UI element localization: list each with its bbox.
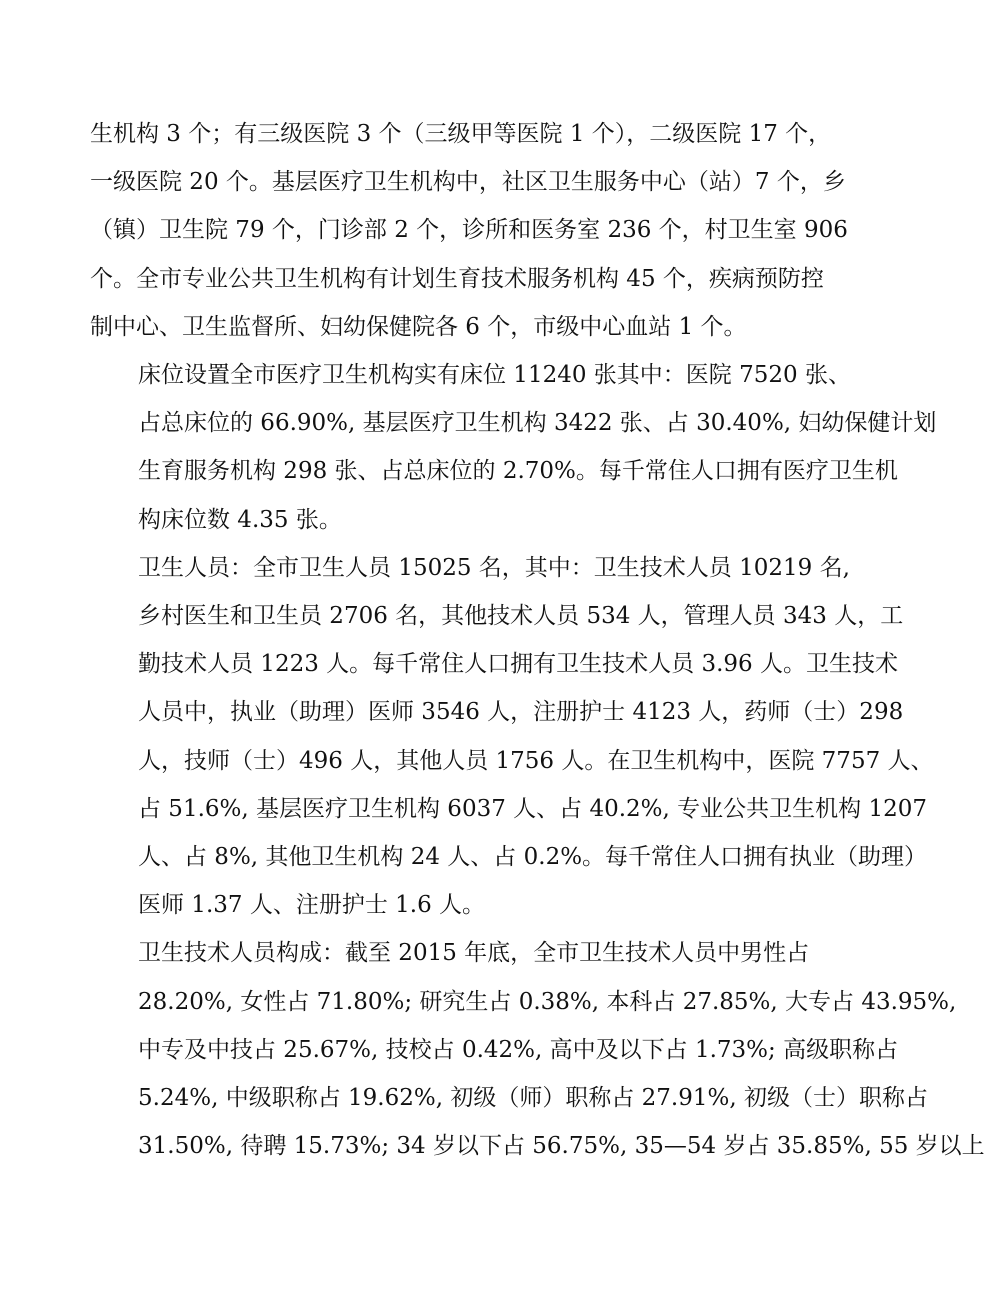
text-line: 乡村医生和卫生员 2706 名，其他技术人员 534 人，管理人员 343 人，工 bbox=[138, 603, 904, 630]
text-line: 中专及中技占 25.67%, 技校占 0.42%, 高中及以下占 1.73%; 高级职称占 bbox=[138, 1036, 899, 1063]
text-line: 医师 1.37 人、注册护士 1.6 人。 bbox=[138, 892, 486, 919]
text-line: 床位设置全市医疗卫生机构实有床位 11240 张其中：医院 7520 张、 bbox=[138, 362, 851, 389]
text-line: 一级医院 20 个。基层医疗卫生机构中，社区卫生服务中心（站）7 个，乡 bbox=[90, 169, 846, 196]
paragraph-institutions bbox=[90, 110, 848, 351]
paragraph-composition bbox=[90, 929, 985, 1170]
text-line: 勤技术人员 1223 人。每千常住人口拥有卫生技术人员 3.96 人。卫生技术 bbox=[138, 651, 898, 678]
text-line: 人员中，执业（助理）医师 3546 人，注册护士 4123 人，药师（士）298 bbox=[138, 699, 904, 726]
text-line: 卫生人员：全市卫生人员 15025 名，其中：卫生技术人员 10219 名, bbox=[138, 554, 850, 581]
document-body bbox=[90, 110, 985, 1170]
text-line: 生育服务机构 298 张、占总床位的 2.70%。每千常住人口拥有医疗卫生机 bbox=[138, 458, 898, 485]
text-line: 31.50%, 待聘 15.73%; 34 岁以下占 56.75%, 35—54 岁占 35.85%, 55 岁以上 bbox=[138, 1133, 985, 1160]
text-line: 个。全市专业公共卫生机构有计划生育技术服务机构 45 个，疾病预防控 bbox=[90, 265, 824, 292]
text-line: （镇）卫生院 79 个，门诊部 2 个，诊所和医务室 236 个，村卫生室 906 bbox=[90, 217, 848, 244]
text-line: 占 51.6%, 基层医疗卫生机构 6037 人、占 40.2%, 专业公共卫生机构 1207 bbox=[138, 795, 927, 822]
text-line: 28.20%, 女性占 71.80%; 研究生占 0.38%, 本科占 27.85%, 大专占 43.95%, bbox=[138, 988, 957, 1015]
text-line: 占总床位的 66.90%, 基层医疗卫生机构 3422 张、占 30.40%, 妇幼保健计划 bbox=[138, 410, 937, 437]
text-line: 卫生技术人员构成：截至 2015 年底，全市卫生技术人员中男性占 bbox=[138, 940, 810, 967]
text-line: 5.24%, 中级职称占 19.62%, 初级（师）职称占 27.91%, 初级（士）职称占 bbox=[138, 1085, 928, 1112]
paragraph-personnel bbox=[90, 544, 934, 930]
text-line: 生机构 3 个；有三级医院 3 个（三级甲等医院 1 个），二级医院 17 个， bbox=[90, 121, 832, 147]
paragraph-beds bbox=[90, 351, 937, 544]
text-line: 人，技师（士）496 人，其他人员 1756 人。在卫生机构中，医院 7757 人、 bbox=[138, 747, 934, 774]
text-line: 构床位数 4.35 张。 bbox=[138, 506, 342, 533]
text-line: 人、占 8%, 其他卫生机构 24 人、占 0.2%。每千常住人口拥有执业（助理） bbox=[138, 844, 928, 871]
text-line: 制中心、卫生监督所、妇幼保健院各 6 个，市级中心血站 1 个。 bbox=[90, 313, 747, 340]
